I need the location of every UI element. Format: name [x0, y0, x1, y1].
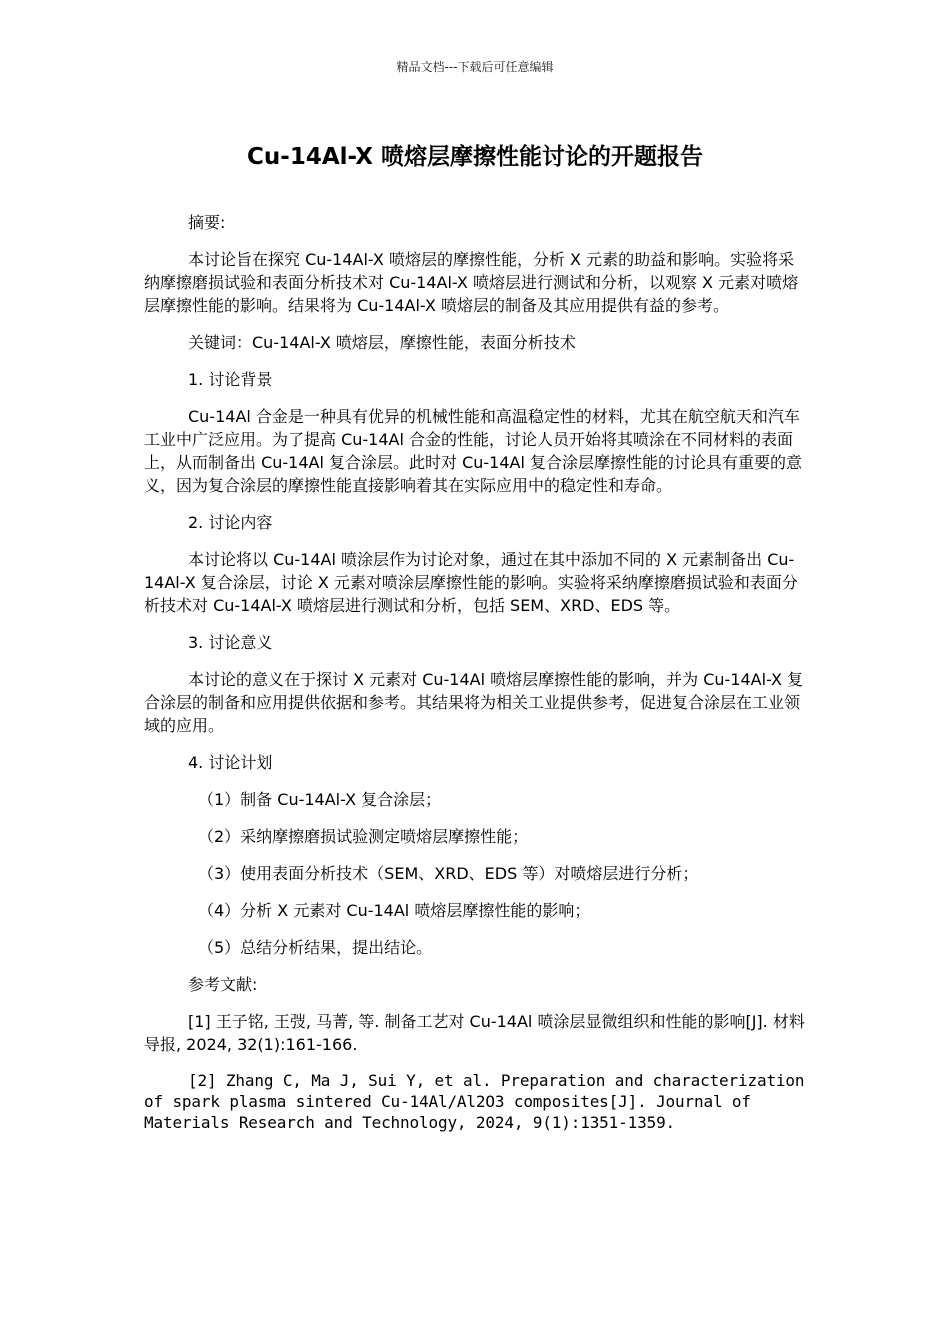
section-heading: 1. 讨论背景	[188, 370, 273, 389]
plan-item: （4）分析 X 元素对 Cu-14Al 喷熔层摩擦性能的影响；	[198, 901, 591, 920]
section-text: 本讨论的意义在于探讨 X 元素对 Cu-14Al 喷熔层摩擦性能的影响，并为 Cu-14Al-X 复合涂层的制备和应用提供依据和参考。其结果将为相关工业提供参考，促进复合涂层在工业领域的应用。	[144, 670, 804, 735]
reference-item: [1] 王子铭, 王弢, 马菁, 等. 制备工艺对 Cu-14Al 喷涂层显微组织和性能的影响[J]. 材料导报, 2024, 32(1):161-166.	[144, 1012, 805, 1054]
plan-item: （3）使用表面分析技术（SEM、XRD、EDS 等）对喷熔层进行分析；	[198, 864, 699, 883]
document-title: Cu-14Al-X 喷熔层摩擦性能讨论的开题报告	[247, 144, 703, 170]
references-label: 参考文献:	[188, 975, 258, 994]
plan-item: （1）制备 Cu-14Al-X 复合涂层；	[198, 790, 442, 809]
section-heading: 2. 讨论内容	[188, 513, 273, 532]
plan-item: （2）采纳摩擦磨损试验测定喷熔层摩擦性能；	[198, 827, 529, 846]
reference-item: [2] Zhang C, Ma J, Sui Y, et al. Preparation and characterization of spark plasma sintered Cu-14Al/Al2O3 composites[J]. Journal of Materials Research and Technology, 2024, 9(1):1351-1359.	[144, 1071, 805, 1132]
abstract-text: 本讨论旨在探究 Cu-14Al-X 喷熔层的摩擦性能，分析 X 元素的助益和影响。实验将采纳摩擦磨损试验和表面分析技术对 Cu-14Al-X 喷熔层进行测试和分析，以观察 X 元素对喷熔层摩擦性能的影响。结果将为 Cu-14Al-X 喷熔层的制备及其应用提供有益的参考。	[144, 250, 799, 315]
section-text: Cu-14Al 合金是一种具有优异的机械性能和高温稳定性的材料，尤其在航空航天和汽车工业中广泛应用。为了提高 Cu-14Al 合金的性能，讨论人员开始将其喷涂在不同材料的表面上，从而制备出 Cu-14Al 复合涂层。此时对 Cu-14Al 复合涂层摩擦性能的讨论具有重要的意义，因为复合涂层的摩擦性能直接影响着其在实际应用中的稳定性和寿命。	[144, 407, 803, 495]
document-body	[144, 211, 806, 1147]
plan-heading: 4. 讨论计划	[188, 753, 273, 772]
section-text: 本讨论将以 Cu-14Al 喷涂层作为讨论对象，通过在其中添加不同的 X 元素制备出 Cu-14Al-X 复合涂层，讨论 X 元素对喷涂层摩擦性能的影响。实验将采纳摩擦磨损试验和表面分析技术对 Cu-14Al-X 喷熔层进行测试和分析，包括 SEM、XRD、EDS 等。	[144, 550, 798, 615]
header-note: 精品文档---下载后可任意编辑	[396, 60, 554, 74]
section-heading: 3. 讨论意义	[188, 633, 273, 652]
plan-item: （5）总结分析结果，提出结论。	[198, 938, 433, 957]
keywords: 关键词：Cu-14Al-X 喷熔层，摩擦性能，表面分析技术	[188, 333, 576, 352]
abstract-label: 摘要:	[188, 213, 226, 232]
